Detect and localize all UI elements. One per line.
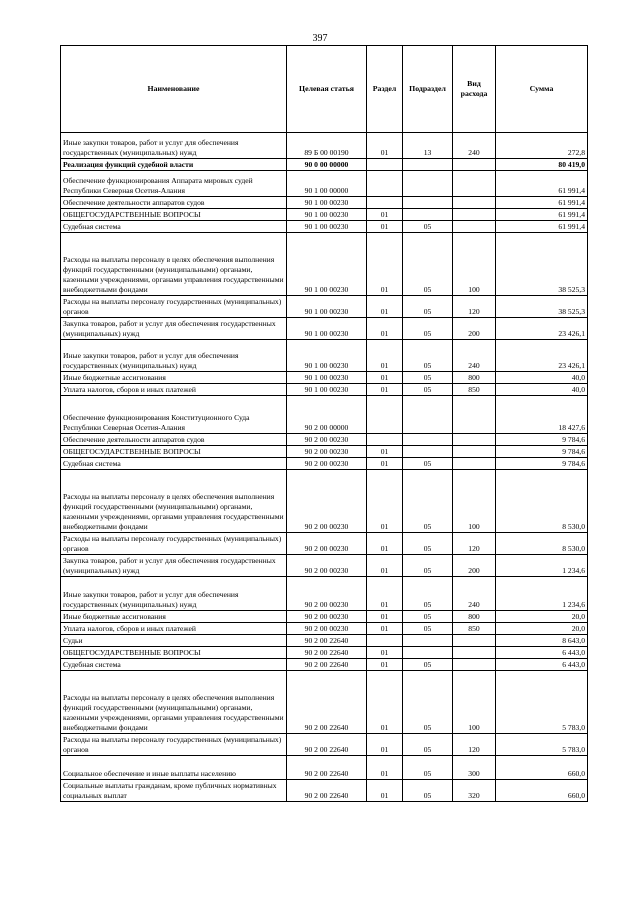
cell-amount: 61 991,4 [496,171,588,197]
table-row [61,734,588,756]
table-row [61,611,588,623]
cell-expense-type: 120 [453,533,496,555]
cell-target-article: 90 2 00 00230 [287,434,367,446]
cell-expense-type: 320 [453,780,496,802]
cell-name: Реализация функций судебной власти [61,159,287,171]
cell-subsection [403,209,453,221]
cell-target-article: 90 2 00 00230 [287,533,367,555]
table-row [61,384,588,396]
cell-section: 01 [367,372,403,384]
cell-expense-type [453,434,496,446]
cell-amount: 6 443,0 [496,647,588,659]
cell-subsection [403,396,453,434]
cell-amount: 23 426,1 [496,340,588,372]
cell-amount: 18 427,6 [496,396,588,434]
cell-name: Обеспечение функционирования Аппарата мировых судей Республики Северная Осетия-Алания [61,171,287,197]
cell-subsection: 05 [403,756,453,780]
cell-name: Расходы на выплаты персоналу в целях обеспечения выполнения функций государственными (муниципальными) органами, казенными учреждениями, органами управления государственными внебюджетными фондами [61,671,287,734]
cell-subsection: 05 [403,470,453,533]
cell-section: 01 [367,470,403,533]
table-row [61,577,588,611]
cell-section [367,159,403,171]
cell-amount: 61 991,4 [496,221,588,233]
cell-expense-type: 200 [453,318,496,340]
cell-target-article: 90 2 00 22640 [287,659,367,671]
cell-target-article: 90 2 00 00230 [287,623,367,635]
cell-expense-type: 100 [453,470,496,533]
cell-section: 01 [367,296,403,318]
cell-amount: 1 234,6 [496,577,588,611]
column-header-amount: Сумма [496,46,588,133]
cell-expense-type [453,197,496,209]
cell-subsection [403,171,453,197]
cell-target-article: 90 1 00 00230 [287,296,367,318]
cell-section: 01 [367,659,403,671]
cell-amount: 40,0 [496,384,588,396]
table-row [61,647,588,659]
cell-expense-type: 100 [453,233,496,296]
cell-subsection [403,635,453,647]
cell-subsection [403,446,453,458]
cell-amount: 38 525,3 [496,233,588,296]
cell-expense-type [453,647,496,659]
cell-expense-type [453,209,496,221]
cell-subsection: 05 [403,533,453,555]
cell-subsection [403,434,453,446]
cell-section [367,197,403,209]
page-number: 397 [312,33,328,44]
cell-section: 01 [367,318,403,340]
cell-target-article: 90 0 00 00000 [287,159,367,171]
cell-name: Социальное обеспечение и иные выплаты населению [61,756,287,780]
table-row [61,372,588,384]
cell-amount: 8 530,0 [496,470,588,533]
cell-subsection: 05 [403,734,453,756]
cell-subsection: 05 [403,221,453,233]
table-row [61,780,588,802]
cell-section [367,396,403,434]
cell-subsection: 05 [403,659,453,671]
cell-expense-type [453,159,496,171]
cell-name: Обеспечение функционирования Конституционного Суда Республики Северная Осетия-Алания [61,396,287,434]
table-row [61,458,588,470]
cell-name: ОБЩЕГОСУДАРСТВЕННЫЕ ВОПРОСЫ [61,647,287,659]
cell-name: Расходы на выплаты персоналу государственных (муниципальных) органов [61,533,287,555]
cell-target-article: 90 1 00 00230 [287,318,367,340]
cell-name: Судьи [61,635,287,647]
cell-section: 01 [367,446,403,458]
table-row [61,446,588,458]
cell-name: Уплата налогов, сборов и иных платежей [61,384,287,396]
cell-section: 01 [367,780,403,802]
cell-target-article: 90 1 00 00230 [287,340,367,372]
cell-section: 01 [367,209,403,221]
column-header-section: Раздел [367,46,403,133]
cell-target-article: 90 2 00 22640 [287,780,367,802]
cell-name: Расходы на выплаты персоналу в целях обеспечения выполнения функций государственными (муниципальными) органами, казенными учреждениями, органами управления государственными внебюджетными фондами [61,233,287,296]
cell-amount: 9 784,6 [496,446,588,458]
cell-expense-type: 240 [453,340,496,372]
cell-subsection: 05 [403,296,453,318]
cell-expense-type: 300 [453,756,496,780]
cell-amount: 40,0 [496,372,588,384]
table-row [61,221,588,233]
cell-section: 01 [367,671,403,734]
table-row [61,296,588,318]
cell-expense-type: 850 [453,384,496,396]
cell-name: Закупка товаров, работ и услуг для обеспечения государственных (муниципальных) нужд [61,555,287,577]
cell-section [367,635,403,647]
column-header-name: Наименование [61,46,287,133]
cell-amount: 23 426,1 [496,318,588,340]
cell-name: Расходы на выплаты персоналу в целях обеспечения выполнения функций государственными (муниципальными) органами, казенными учреждениями, органами управления государственными внебюджетными фондами [61,470,287,533]
table-row [61,133,588,159]
cell-subsection: 05 [403,780,453,802]
cell-name: Обеспечение деятельности аппаратов судов [61,434,287,446]
cell-amount: 20,0 [496,611,588,623]
cell-target-article: 90 2 00 22640 [287,635,367,647]
table-row [61,623,588,635]
cell-expense-type [453,446,496,458]
cell-name: Социальные выплаты гражданам, кроме публичных нормативных социальных выплат [61,780,287,802]
cell-amount: 8 643,0 [496,635,588,647]
cell-amount: 61 991,4 [496,197,588,209]
cell-target-article: 90 1 00 00230 [287,233,367,296]
cell-section: 01 [367,555,403,577]
cell-name: Иные бюджетные ассигнования [61,372,287,384]
cell-section: 01 [367,340,403,372]
cell-expense-type [453,635,496,647]
cell-target-article: 89 Б 00 00190 [287,133,367,159]
table-row [61,209,588,221]
cell-section: 01 [367,458,403,470]
table-row [61,159,588,171]
cell-section: 01 [367,756,403,780]
cell-amount: 6 443,0 [496,659,588,671]
cell-name: Судебная система [61,659,287,671]
cell-name: Иные закупки товаров, работ и услуг для обеспечения государственных (муниципальных) нужд [61,133,287,159]
cell-expense-type [453,171,496,197]
cell-amount: 272,8 [496,133,588,159]
cell-subsection: 05 [403,384,453,396]
cell-subsection: 13 [403,133,453,159]
cell-amount: 8 530,0 [496,533,588,555]
cell-expense-type: 120 [453,734,496,756]
cell-section: 01 [367,533,403,555]
cell-target-article: 90 2 00 00230 [287,446,367,458]
cell-expense-type: 800 [453,611,496,623]
cell-expense-type [453,458,496,470]
table-row [61,635,588,647]
cell-subsection: 05 [403,555,453,577]
cell-section: 01 [367,623,403,635]
cell-subsection: 05 [403,577,453,611]
cell-target-article: 90 1 00 00230 [287,209,367,221]
cell-expense-type: 200 [453,555,496,577]
cell-name: Судебная система [61,221,287,233]
cell-expense-type: 800 [453,372,496,384]
cell-amount: 5 783,0 [496,734,588,756]
cell-expense-type [453,659,496,671]
table-row [61,233,588,296]
cell-section: 01 [367,384,403,396]
cell-section: 01 [367,577,403,611]
cell-name: Иные закупки товаров, работ и услуг для обеспечения государственных (муниципальных) нужд [61,577,287,611]
cell-amount: 9 784,6 [496,458,588,470]
table-row [61,171,588,197]
cell-amount: 20,0 [496,623,588,635]
cell-section [367,171,403,197]
cell-name: Уплата налогов, сборов и иных платежей [61,623,287,635]
cell-expense-type: 120 [453,296,496,318]
cell-subsection: 05 [403,340,453,372]
cell-name: Иные бюджетные ассигнования [61,611,287,623]
cell-section [367,434,403,446]
cell-subsection [403,197,453,209]
cell-target-article: 90 2 00 00230 [287,458,367,470]
cell-subsection: 05 [403,671,453,734]
cell-name: ОБЩЕГОСУДАРСТВЕННЫЕ ВОПРОСЫ [61,209,287,221]
cell-target-article: 90 1 00 00230 [287,221,367,233]
cell-expense-type [453,396,496,434]
cell-subsection: 05 [403,318,453,340]
cell-target-article: 90 1 00 00230 [287,372,367,384]
cell-section: 01 [367,133,403,159]
column-header-expense-type: Вид расхода [453,46,496,133]
table-row [61,197,588,209]
cell-target-article: 90 2 00 22640 [287,734,367,756]
cell-amount: 80 419,0 [496,159,588,171]
cell-target-article: 90 2 00 00230 [287,577,367,611]
cell-subsection [403,647,453,659]
cell-amount: 9 784,6 [496,434,588,446]
cell-subsection: 05 [403,233,453,296]
cell-subsection: 05 [403,623,453,635]
cell-section: 01 [367,734,403,756]
cell-subsection [403,159,453,171]
cell-name: Расходы на выплаты персоналу государственных (муниципальных) органов [61,734,287,756]
cell-name: Судебная система [61,458,287,470]
cell-subsection: 05 [403,611,453,623]
table-row [61,555,588,577]
table-row [61,533,588,555]
cell-name: Закупка товаров, работ и услуг для обеспечения государственных (муниципальных) нужд [61,318,287,340]
table-body [61,133,588,802]
cell-subsection: 05 [403,372,453,384]
cell-amount: 660,0 [496,756,588,780]
cell-target-article: 90 2 00 22640 [287,647,367,659]
column-header-target: Целевая статья [287,46,367,133]
cell-target-article: 90 2 00 00230 [287,555,367,577]
cell-expense-type [453,221,496,233]
cell-amount: 1 234,6 [496,555,588,577]
cell-target-article: 90 2 00 00000 [287,396,367,434]
cell-expense-type: 240 [453,577,496,611]
cell-name: Расходы на выплаты персоналу государственных (муниципальных) органов [61,296,287,318]
cell-name: Обеспечение деятельности аппаратов судов [61,197,287,209]
cell-expense-type: 240 [453,133,496,159]
cell-target-article: 90 2 00 00230 [287,611,367,623]
table-row [61,470,588,533]
table-row [61,396,588,434]
cell-section: 01 [367,221,403,233]
cell-amount: 660,0 [496,780,588,802]
cell-name: ОБЩЕГОСУДАРСТВЕННЫЕ ВОПРОСЫ [61,446,287,458]
cell-expense-type: 850 [453,623,496,635]
budget-table [60,45,588,802]
table-row [61,659,588,671]
cell-target-article: 90 2 00 22640 [287,671,367,734]
cell-amount: 38 525,3 [496,296,588,318]
cell-target-article: 90 1 00 00230 [287,384,367,396]
cell-section: 01 [367,647,403,659]
table-header-row [61,46,588,133]
cell-amount: 5 783,0 [496,671,588,734]
cell-name: Иные закупки товаров, работ и услуг для обеспечения государственных (муниципальных) нужд [61,340,287,372]
cell-target-article: 90 2 00 00230 [287,470,367,533]
table-row [61,318,588,340]
table-row [61,756,588,780]
column-header-subsection: Подраздел [403,46,453,133]
table-row [61,434,588,446]
cell-section: 01 [367,233,403,296]
table-row [61,671,588,734]
cell-target-article: 90 1 00 00000 [287,171,367,197]
cell-section: 01 [367,611,403,623]
cell-target-article: 90 1 00 00230 [287,197,367,209]
cell-target-article: 90 2 00 22640 [287,756,367,780]
cell-subsection: 05 [403,458,453,470]
cell-amount: 61 991,4 [496,209,588,221]
cell-expense-type: 100 [453,671,496,734]
table-row [61,340,588,372]
